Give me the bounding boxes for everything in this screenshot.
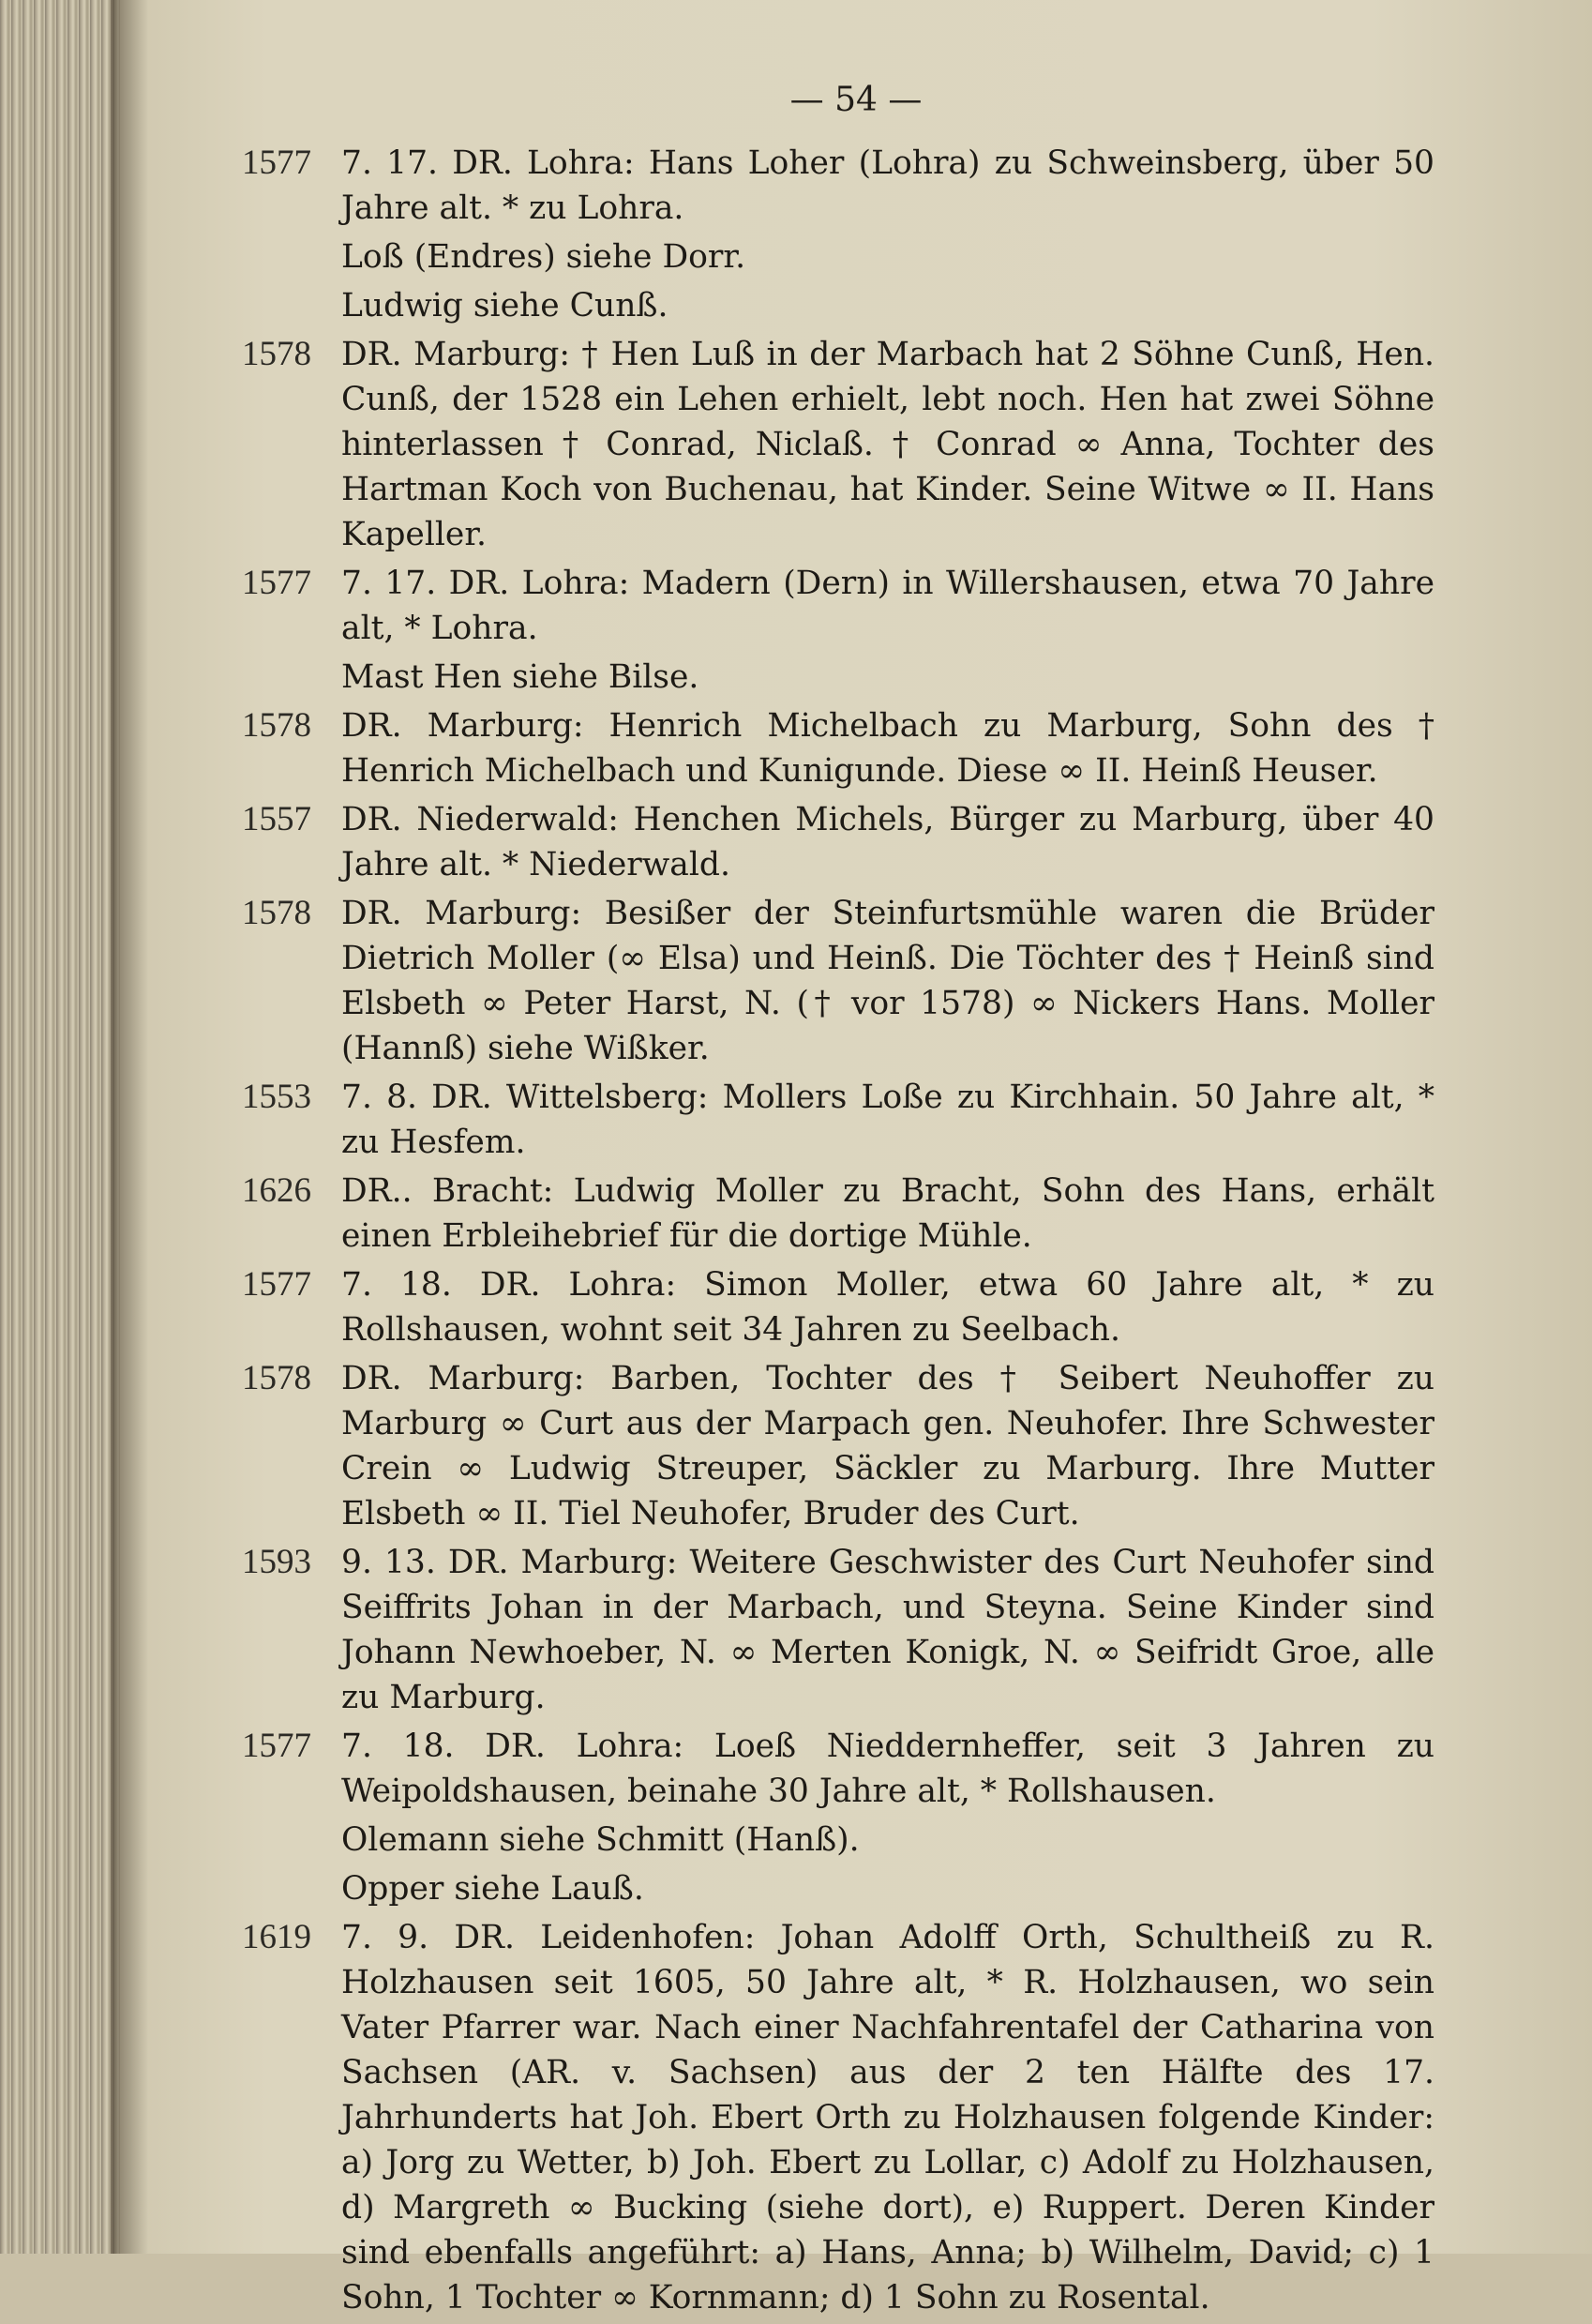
entry-text: 7. 18. DR. Lohra: Simon Moller, etwa 60 Jahre alt, * zu Rollshausen, wohnt seit 34 Jahren zu Seelbach. <box>341 1266 1434 1349</box>
entry-year: 1577 <box>242 1727 311 1765</box>
page-number: — 54 — <box>789 81 923 119</box>
entry-year: 1577 <box>242 1265 311 1304</box>
entry <box>242 1356 1434 1536</box>
entry <box>242 1075 1434 1165</box>
cross-reference: Ludwig siehe Cunß. <box>341 287 668 324</box>
entry-text: 7. 9. DR. Leidenhofen: Johan Adolff Orth, Schultheiß zu R. Holzhausen seit 1605, 50 Jahre alt, * R. Holzhausen, wo sein Vater Pfarrer war. Nach einer Nachfahrentafel der Catharina von Sachsen (AR. v. Sachsen) aus der 2 ten Hälfte des 17. Jahrhunderts hat Joh. Ebert Orth zu Holzhausen folgende Kinder: a) Jorg zu Wetter, b) Joh. Ebert zu Lollar, c) Adolf zu Holzhausen, d) Margreth ∞ Bucking (siehe dort), e) Ruppert. Deren Kinder sind ebenfalls angeführt: a) Hans, Anna; b) Wilhelm, David; c) 1 Sohn, 1 Tochter ∞ Kornmann; d) 1 Sohn zu Rosental. <box>341 1919 1434 2316</box>
entry-year: 1578 <box>242 894 311 932</box>
entry <box>242 1540 1434 1720</box>
entry <box>242 141 1434 231</box>
entry-list <box>242 141 1434 2324</box>
entry-text: 9. 13. DR. Marburg: Weitere Geschwister des Curt Neuhofer sind Seiffrits Johan in der Marbach, und Steyna. Seine Kinder sind Johann Newhoeber, N. ∞ Merten Konigk, N. ∞ Seifridt Groe, alle zu Marburg. <box>341 1544 1434 1716</box>
entry-year: 1578 <box>242 335 311 373</box>
entry-year: 1619 <box>242 1918 311 1956</box>
entry-year: 1553 <box>242 1078 311 1116</box>
entry-text: DR. Marburg: Henrich Michelbach zu Marburg, Sohn des † Henrich Michelbach und Kunigunde. Diese ∞ II. Heinß Heuser. <box>341 707 1434 790</box>
gutter-shadow <box>111 0 148 2254</box>
entry <box>242 1262 1434 1352</box>
entry-text: DR.. Bracht: Ludwig Moller zu Bracht, Sohn des Hans, erhält einen Erbleihebrief für die dortige Mühle. <box>341 1172 1434 1255</box>
entry <box>242 891 1434 1071</box>
entry <box>242 797 1434 887</box>
entry <box>242 1169 1434 1259</box>
cross-reference: Opper siehe Lauß. <box>341 1870 644 1908</box>
entry-year: 1577 <box>242 564 311 602</box>
entry-text: 7. 8. DR. Wittelsberg: Mollers Loße zu Kirchhain. 50 Jahre alt, * zu Hesfem. <box>341 1079 1434 1161</box>
entry <box>242 561 1434 651</box>
entry-text: 7. 17. DR. Lohra: Hans Loher (Lohra) zu Schweinsberg, über 50 Jahre alt. * zu Lohra. <box>341 144 1434 227</box>
entry-year: 1578 <box>242 1359 311 1397</box>
cross-reference: Mast Hen siehe Bilse. <box>341 658 699 696</box>
entry <box>242 1915 1434 2320</box>
entry-year: 1626 <box>242 1171 311 1210</box>
entry <box>242 1724 1434 1814</box>
book-page-edges <box>0 0 120 2254</box>
entry-text: DR. Niederwald: Henchen Michels, Bürger zu Marburg, über 40 Jahre alt. * Niederwald. <box>341 801 1434 883</box>
entry-text: DR. Marburg: † Hen Luß in der Marbach hat 2 Söhne Cunß, Hen. Cunß, der 1528 ein Lehen erhielt, lebt noch. Hen hat zwei Söhne hinterlassen † Conrad, Niclaß. † Conrad ∞ Anna, Tochter des Hartman Koch von Buchenau, hat Kinder. Seine Witwe ∞ II. Hans Kapeller. <box>341 336 1434 553</box>
entry-text: DR. Marburg: Besißer der Steinfurtsmühle waren die Brüder Dietrich Moller (∞ Elsa) und Heinß. Die Töchter des † Heinß sind Elsbeth ∞ Peter Harst, N. († vor 1578) ∞ Nickers Hans. Moller (Hannß) siehe Wißker. <box>341 895 1434 1067</box>
entry-year: 1557 <box>242 800 311 838</box>
entry-year: 1578 <box>242 706 311 745</box>
entry <box>242 703 1434 793</box>
entry-text: 7. 18. DR. Lohra: Loeß Nieddernheffer, seit 3 Jahren zu Weipoldshausen, beinahe 30 Jahre alt, * Rollshausen. <box>341 1728 1434 1810</box>
cross-reference: Olemann siehe Schmitt (Hanß). <box>341 1821 860 1859</box>
cross-reference: Loß (Endres) siehe Dorr. <box>341 238 746 276</box>
entry-text: 7. 17. DR. Lohra: Madern (Dern) in Willershausen, etwa 70 Jahre alt, * Lohra. <box>341 565 1434 647</box>
entry-year: 1577 <box>242 143 311 182</box>
entry-year: 1593 <box>242 1543 311 1581</box>
entry-text: DR. Marburg: Barben, Tochter des † Seibert Neuhoffer zu Marburg ∞ Curt aus der Marpach gen. Neuhofer. Ihre Schwester Crein ∞ Ludwig Streuper, Säckler zu Marburg. Ihre Mutter Elsbeth ∞ II. Tiel Neuhofer, Bruder des Curt. <box>341 1360 1434 1532</box>
entry <box>242 332 1434 557</box>
